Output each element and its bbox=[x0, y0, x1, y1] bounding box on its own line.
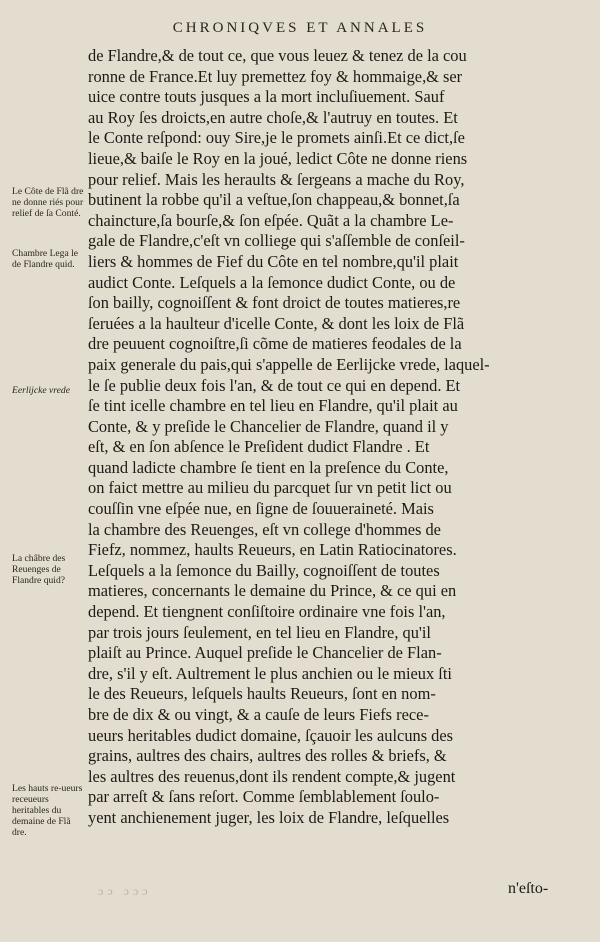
text-line: ſon bailly, cognoiſſent & font droict de toutes matieres,re bbox=[88, 293, 461, 313]
main-text-block bbox=[88, 46, 550, 829]
text-line: Conte, & y preſide le Chancelier de Flandre, quand il y bbox=[88, 416, 449, 436]
text-line: yent anchienement juger, les loix de Flandre, leſquelles bbox=[88, 807, 450, 827]
running-title: CHRONIQVES ET ANNALES bbox=[172, 20, 428, 36]
text-line: uice contre touts jusques a la mort incluſiuement. Sauf bbox=[88, 87, 445, 107]
margin-note: Chambre Lega le de Flandre quid. bbox=[12, 248, 79, 270]
text-line: ſe tint icelle chambre en tel lieu en Flandre, qu'il plait au bbox=[88, 396, 458, 416]
text-line: dre, s'il y eſt. Aultrement le plus anchien ou le mieux ſti bbox=[88, 663, 452, 683]
text-line: butinent la robbe qu'il a veſtue,ſon chappeau,& bonnet,ſa bbox=[88, 190, 460, 210]
text-line: par trois jours ſeulement, en tel lieu en Flandre, qu'il bbox=[88, 622, 431, 642]
text-line: ueurs heritables dudict domaine, ſçauoir les aulcuns des bbox=[88, 725, 454, 745]
text-line: Leſquels a la ſemonce du Bailly, cognoiſſent de toutes bbox=[88, 560, 440, 580]
text-line: audict Conte. Leſquels a la ſemonce dudict Conte, ou de bbox=[88, 272, 456, 292]
text-line: bre de dix & ou vingt, & a cauſe de leurs Fiefs rece- bbox=[88, 705, 429, 724]
text-line: chaincture,ſa bourſe,& ſon eſpée. Quãt a la chambre Le- bbox=[88, 210, 454, 230]
text-line: on faict mettre au milieu du parcquet ſur vn petit lict ou bbox=[88, 478, 452, 498]
text-line: gale de Flandre,c'eſt vn colliege qui s'aſſemble de conſeil- bbox=[88, 231, 465, 251]
text-line: matieres, concernants le demaine du Prince, & ce qui en bbox=[88, 581, 457, 601]
text-line: le des Reueurs, leſquels haults Reueurs, ſont en nom- bbox=[88, 684, 436, 704]
text-line: de Flandre,& de tout ce, que vous leuez & tenez de la cou bbox=[88, 46, 467, 65]
text-line: couſſin vne eſpée nue, en ſigne de ſouueraineté. Mais bbox=[88, 499, 434, 519]
text-line: par arreſt & ſans reſort. Comme ſemblablement ſoulo- bbox=[88, 787, 440, 807]
text-line: paix generale du pais,qui s'appelle de Eerlijcke vrede, laquel- bbox=[88, 354, 490, 374]
text-line: le ſe publie deux fois l'an, & de tout ce qui en depend. Et bbox=[88, 375, 461, 395]
text-line: lieue,& baiſe le Roy en la joué, ledict Côte ne donne riens bbox=[88, 148, 468, 168]
text-line: la chambre des Reuenges, eſt vn college d'hommes de bbox=[88, 519, 441, 539]
margin-note: Le Côte de Flã dre ne donne riés pour relief de ſa Conté. bbox=[12, 186, 84, 219]
text-line: ſeruées a la haulteur d'icelle Conte, & dont les loix de Flã bbox=[88, 313, 465, 333]
text-line: le Conte reſpond: ouy Sire,je le promets ainſi.Et ce dict,ſe bbox=[88, 128, 465, 148]
footer-mark: ɔɔ ɔɔɔ bbox=[98, 884, 152, 898]
text-line: ronne de France.Et luy premettez foy & hommaige,& ser bbox=[88, 66, 463, 86]
text-line: quand ladicte chambre ſe tient en la preſence du Conte, bbox=[88, 457, 449, 477]
text-line: plaiſt au Prince. Auquel preſide le Chancelier de Flan- bbox=[88, 643, 442, 663]
margin-note: La châbre des Reuenges de Flandre quid? bbox=[12, 553, 66, 586]
catchword: n'eſto- bbox=[508, 880, 549, 897]
margin-note: Les hauts re-ueurs receueurs heritables du demaine de Flã dre. bbox=[12, 783, 83, 838]
text-line: grains, aultres des chairs, aultres des rolles & briefs, & bbox=[88, 746, 447, 766]
text-line: eſt, & en ſon abſence le Preſident dudict Flandre . Et bbox=[88, 437, 430, 457]
text-line: au Roy ſes droicts,en autre choſe,& l'autruy en toutes. Et bbox=[88, 107, 458, 127]
text-line: depend. Et tiengnent conſiſtoire ordinaire vne fois l'an, bbox=[88, 602, 446, 622]
text-line: dre peuuent cognoiſtre,ſi cõme de matieres feodales de la bbox=[88, 334, 462, 354]
text-line: Fiefz, nommez, haults Reueurs, en Latin Ratiocinatores. bbox=[88, 540, 457, 560]
text-line: liers & hommes de Fief du Côte en tel nombre,qu'il plait bbox=[88, 251, 459, 271]
margin-note: Eerlijcke vrede bbox=[12, 385, 70, 396]
text-line: pour relief. Mais les heraults & ſergeans a mache du Roy, bbox=[88, 169, 465, 189]
text-line: les aultres des reuenus,dont ils rendent compte,& jugent bbox=[88, 766, 456, 786]
